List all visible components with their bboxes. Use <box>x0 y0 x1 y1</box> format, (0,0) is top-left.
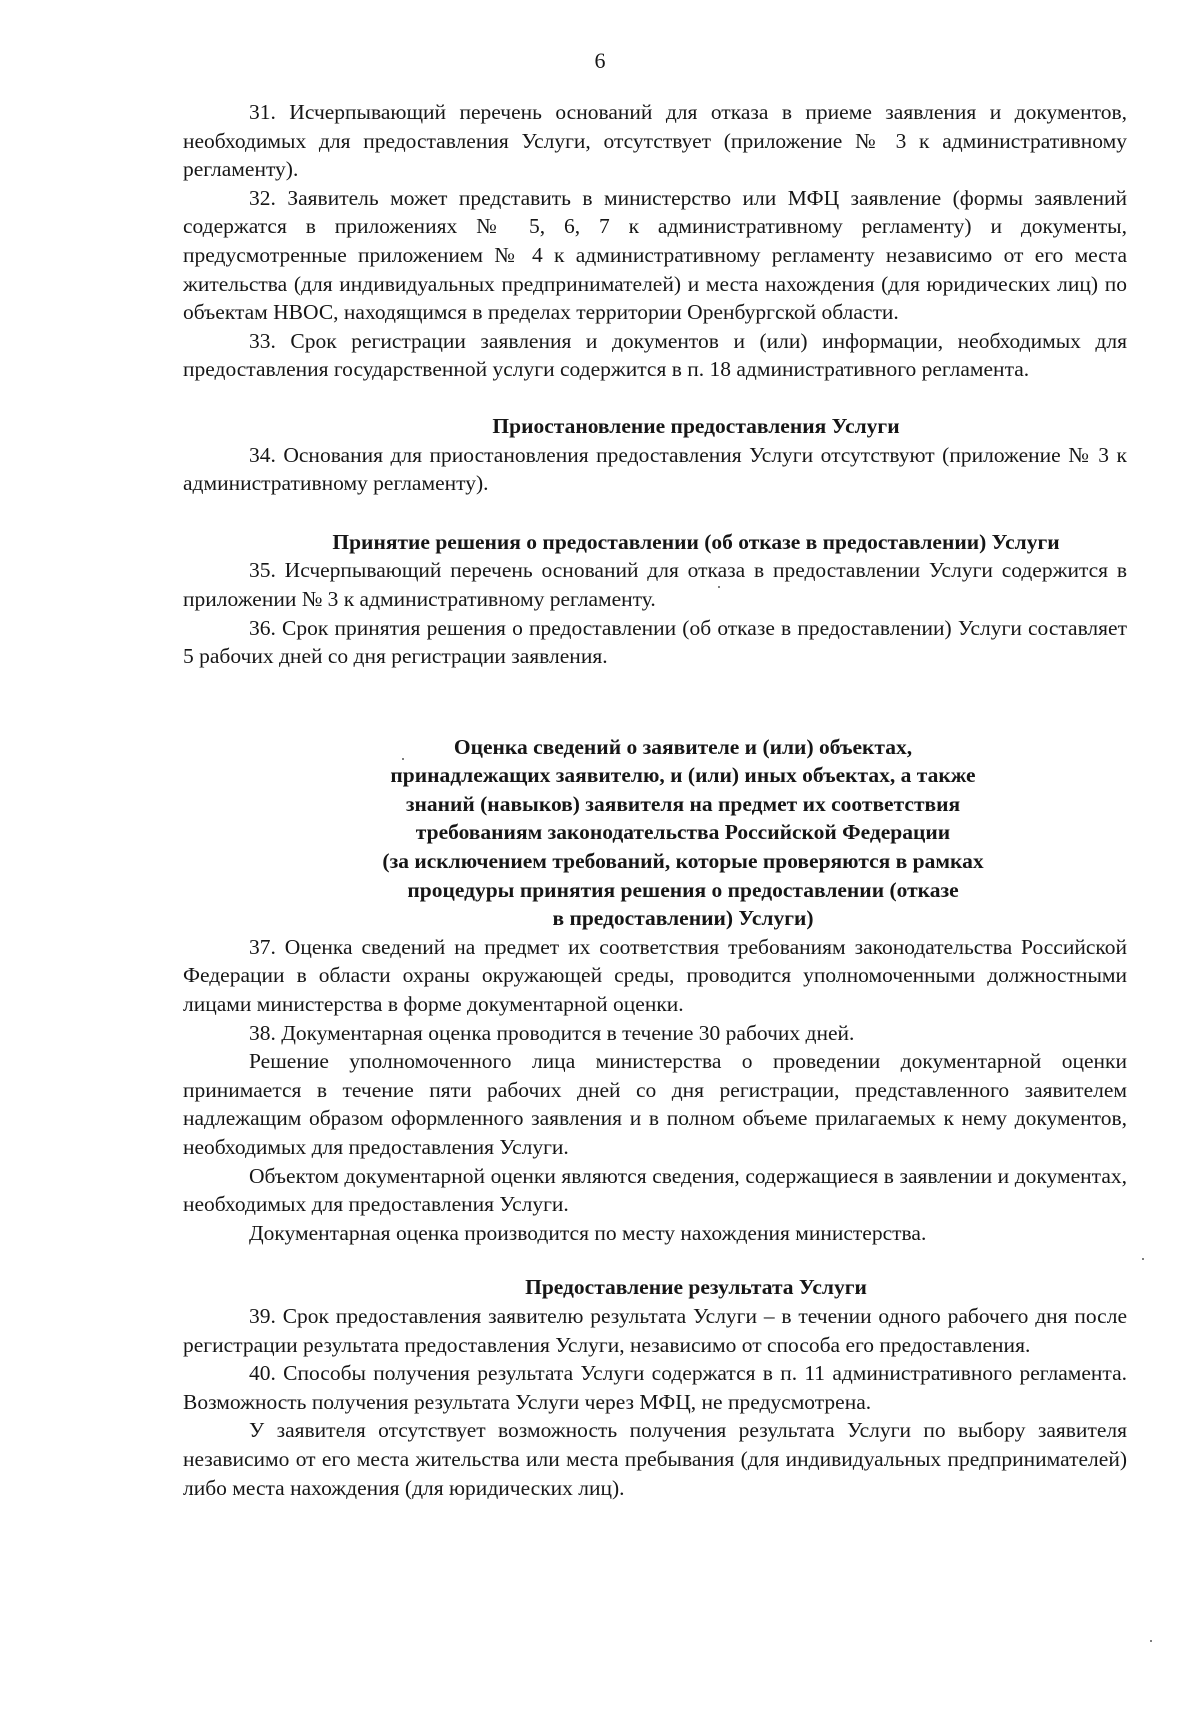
paragraph-34: 34. Основания для приостановления предоставления Услуги отсутствуют (приложение № 3 к административному регламенту). <box>183 442 1127 496</box>
paragraph-38: 38. Документарная оценка проводится в течение 30 рабочих дней. <box>249 1020 855 1045</box>
paragraph-39: 39. Срок предоставления заявителю результата Услуги – в течении одного рабочего дня после регистрации результата предоставления Услуги, независимо от способа его предоставления. <box>183 1303 1127 1357</box>
paragraph-31: 31. Исчерпывающий перечень оснований для отказа в приеме заявления и документов, необходимых для предоставления Услуги, отсутствует (приложение № 3 к административному регламенту). <box>183 100 1127 182</box>
paragraph-36: 36. Срок принятия решения о предоставлении (об отказе в предоставлении) Услуги составляет 5 рабочих дней со дня регистрации заявления. <box>183 615 1127 669</box>
paragraph-38-place: Документарная оценка производится по месту нахождения министерства. <box>249 1220 927 1245</box>
paragraph-40: 40. Способы получения результата Услуги содержатся в п. 11 административного регламента. Возможность получения результата Услуги через МФЦ, не предусмотрена. <box>183 1361 1127 1414</box>
heading-result: Предоставление результата Услуги <box>525 1275 867 1300</box>
paragraph-40-note: У заявителя отсутствует возможность получения результата Услуги по выбору заявителя независимо от его места жительства или места пребывания (для индивидуальных предпринимателей) либо места нахождения (для юридических лиц). <box>183 1418 1127 1500</box>
heading-assessment-line: требованиям законодательства Российской Федерации <box>415 820 951 845</box>
spacer <box>183 671 1127 733</box>
heading-suspension: Приостановление предоставления Услуги <box>492 413 900 438</box>
scan-speck <box>1142 1258 1144 1260</box>
document-body <box>183 98 1127 1502</box>
paragraph-38-object: Объектом документарной оценки являются сведения, содержащиеся в заявлении и документах, необходимых для предоставления Услуги. <box>183 1163 1127 1217</box>
paragraph-37: 37. Оценка сведений на предмет их соответствия требованиям законодательства Российской Федерации в области охраны окружающей среды, проводится уполномоченными должностными лицами министерства в форме документарной оценки. <box>183 934 1127 1017</box>
heading-decision: Принятие решения о предоставлении (об отказе в предоставлении) Услуги <box>332 529 1060 554</box>
heading-assessment-line: процедуры принятия решения о предоставлении (отказе <box>407 877 959 902</box>
heading-assessment-line: (за исключением требований, которые проверяются в рамках <box>382 849 984 874</box>
paragraph-33: 33. Срок регистрации заявления и документов и (или) информации, необходимых для предоставления государственной услуги содержится в п. 18 административного регламента. <box>183 328 1127 382</box>
spacer <box>183 498 1127 528</box>
heading-assessment-line: в предоставлении) Услуги) <box>552 906 814 931</box>
paragraph-35: 35. Исчерпывающий перечень оснований для отказа в предоставлении Услуги содержится в приложении № 3 к административному регламенту. <box>183 558 1127 611</box>
heading-assessment-line: знаний (навыков) заявителя на предмет их соответствия <box>405 791 961 816</box>
spacer <box>183 384 1127 412</box>
scan-speck <box>1150 1640 1152 1642</box>
paragraph-32: 32. Заявитель может представить в министерство или МФЦ заявление (формы заявлений содержатся в приложениях № 5, 6, 7 к административному регламенту) и документы, предусмотренные приложением № 4 к административному регламенту независимо от его места жительства (для индивидуальных предпринимателей) и места нахождения (для юридических лиц) по объектам НВОС, находящимся в пределах территории Оренбургской области. <box>183 185 1127 325</box>
page-number: 6 <box>594 48 606 73</box>
heading-assessment-line: принадлежащих заявителю, и (или) иных объектах, а также <box>390 763 976 788</box>
heading-assessment-line: Оценка сведений о заявителе и (или) объектах, <box>453 734 913 759</box>
heading-assessment <box>183 733 1127 933</box>
scan-speck <box>718 586 720 588</box>
scan-speck <box>402 758 404 760</box>
paragraph-38-decision: Решение уполномоченного лица министерства о проведении документарной оценки принимается в течение пяти рабочих дней со дня регистрации, представленного заявителем надлежащим образом оформленного заявления и в полном объеме прилагаемых к нему документов, необходимых для предоставления Услуги. <box>183 1049 1127 1159</box>
spacer <box>183 1247 1127 1273</box>
